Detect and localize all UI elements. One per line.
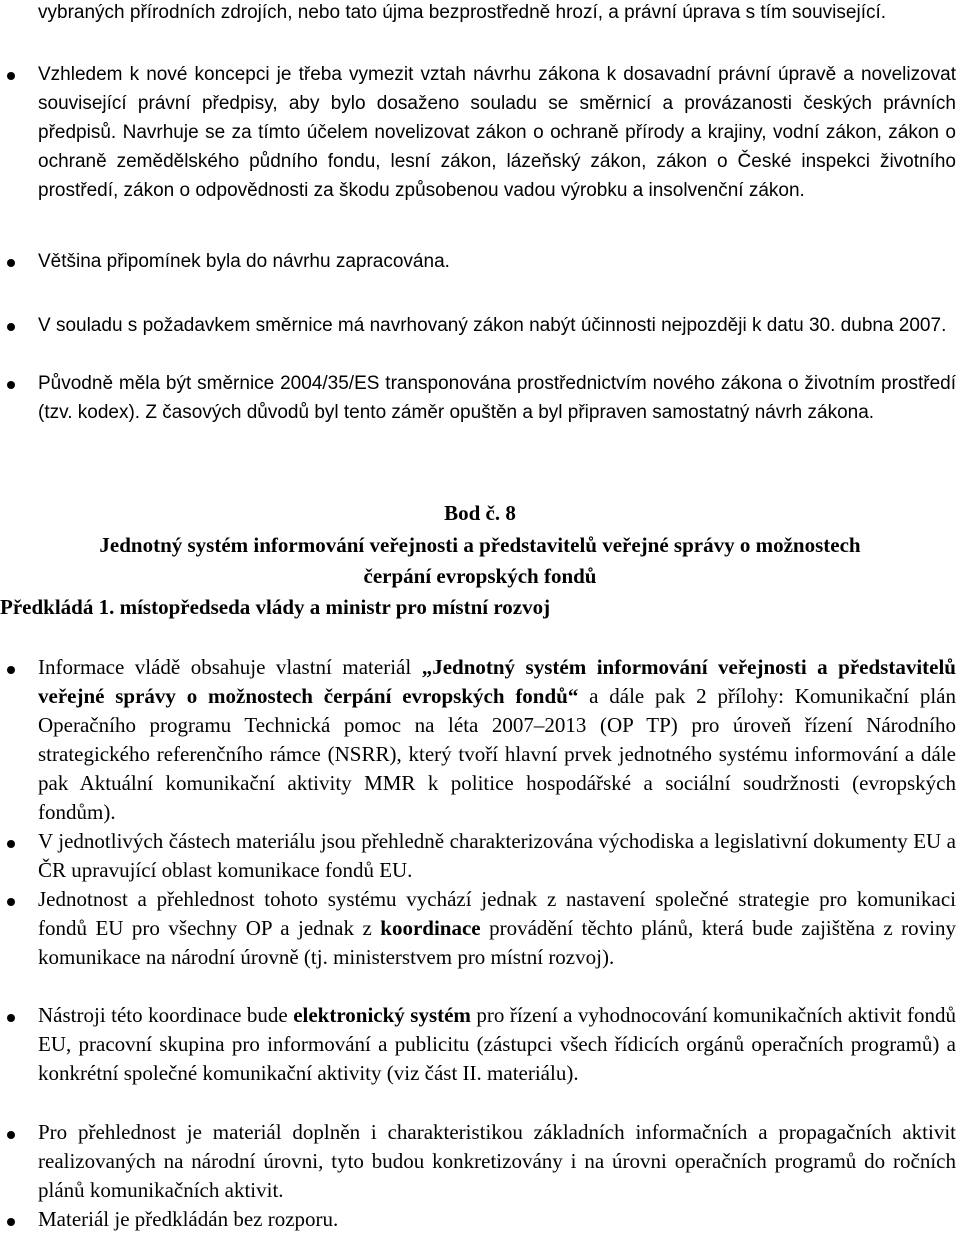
- bullet-item-8-bold-term: elektronický systém: [293, 1003, 471, 1027]
- bullet-item-7-bold-term: koordinace: [380, 916, 481, 940]
- bullet-item-3: V souladu s požadavkem směrnice má navrhovaný zákon nabýt účinnosti nejpozději k datu 30. dubna 2007.: [38, 315, 947, 336]
- bullet-icon: [7, 323, 15, 331]
- bullet-item-9: Pro přehlednost je materiál doplněn i charakteristikou základních informačních a propagačních aktivit realizovaných na národní úrovni, tyto budou konkretizovány i na úrovni operačních programů do ročních plánů komunikačních aktivit.: [38, 1120, 956, 1202]
- section-point-number: Bod č. 8: [444, 501, 516, 525]
- bullet-icon: [7, 381, 15, 389]
- bullet-item-5-material-title: „Jednotný systém informování veřejnosti a představitelů veřejné správy o možnostech čerpání evropských fondů“: [38, 655, 956, 708]
- bullet-icon: [7, 259, 15, 267]
- bullet-item-1: Vzhledem k nové koncepci je třeba vymezit vztah návrhu zákona k dosavadní právní úpravě a novelizovat související právní předpisy, aby bylo dosaženo souladu se směrnicí a provázanosti českých právních předpisů. Navrhuje se za tímto účelem novelizovat zákon o ochraně přírody a krajiny, vodní zákon, zákon o ochraně zemědělského půdního fondu, lesní zákon, lázeňský zákon, zákon o České inspekci životního prostředí, zákon o odpovědnosti za škodu způsobenou vadou výrobku a insolvenční zákon.: [38, 64, 956, 201]
- bullet-icon: [7, 1131, 15, 1139]
- continued-paragraph: vybraných přírodních zdrojích, nebo tato újma bezprostředně hrozí, a právní úprava s tím související.: [38, 2, 887, 23]
- bullet-icon: [7, 840, 15, 848]
- section-submitter: Předkládá 1. místopředseda vlády a ministr pro místní rozvoj: [0, 595, 551, 619]
- section-title-line-2: čerpání evropských fondů: [363, 564, 597, 588]
- bullet-item-7-text-end: provádění těchto plánů, která bude zajištěna z roviny komunikace na národní úrovně (tj. ministerstvem pro místní rozvoj).: [38, 916, 956, 969]
- bullet-icon: [7, 72, 15, 80]
- bullet-icon: [7, 898, 15, 906]
- bullet-item-6: V jednotlivých částech materiálu jsou přehledně charakterizována východiska a legislativní dokumenty EU a ČR upravující oblast komunikace fondů EU.: [38, 829, 956, 882]
- bullet-item-7: [38, 885, 956, 972]
- bullet-item-4: Původně měla být směrnice 2004/35/ES transponována prostřednictvím nového zákona o životním prostředí (tzv. kodex). Z časových důvodů byl tento záměr opuštěn a byl připraven samostatný návrh zákona.: [38, 373, 956, 423]
- bullet-item-8-text-start: Nástroji této koordinace bude: [38, 1003, 294, 1027]
- bullet-icon: [7, 1014, 15, 1022]
- bullet-item-2: Většina připomínek byla do návrhu zapracována.: [38, 251, 450, 272]
- bullet-icon: [7, 666, 15, 674]
- bullet-icon: [7, 1218, 15, 1226]
- bullet-item-10: Materiál je předkládán bez rozporu.: [38, 1207, 339, 1231]
- bullet-item-8-text-end: pro řízení a vyhodnocování komunikačních aktivit fondů EU, pracovní skupina pro informování a publicitu (zástupci všech řídicích orgánů operačních programů) a konkrétní společné komunikační aktivity (viz část II. materiálu).: [38, 1003, 957, 1085]
- bullet-item-5-text-start: Informace vládě obsahuje vlastní materiál: [38, 655, 422, 679]
- bullet-item-5-text-end: a dále pak 2 přílohy: Komunikační plán Operačního programu Technická pomoc na léta 2007–2013 (OP TP) pro úroveň řízení Národního strategického referenčního rámce (NSRR), který tvoří hlavní prvek jednotného systému informování a dále pak Aktuální komunikační aktivity MMR k politice hospodářské a sociální soudržnosti (evropských fondům).: [38, 684, 956, 824]
- section-title-line-1: Jednotný systém informování veřejnosti a představitelů veřejné správy o možnostech: [99, 533, 861, 557]
- bullet-item-7-text-start: Jednotnost a přehlednost tohoto systému vychází jednak z nastavení společné strategie pro komunikaci fondů EU pro všechny OP a jednak z: [38, 887, 956, 940]
- bullet-item-8: [38, 1001, 956, 1088]
- bullet-item-5: [38, 653, 956, 827]
